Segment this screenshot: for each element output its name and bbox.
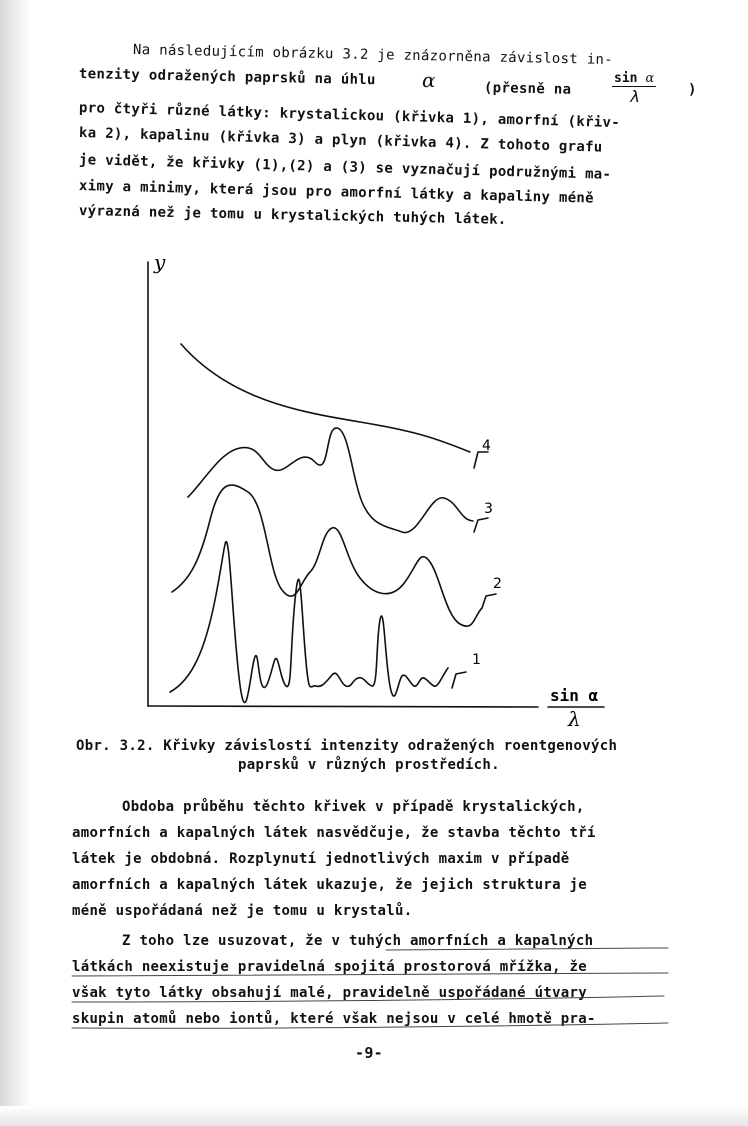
alpha-symbol: α — [422, 68, 436, 92]
p1-line-1: Na následujícím obrázku 3.2 je znázorněna závislost in- — [132, 42, 614, 69]
y-axis-label: y — [154, 250, 166, 274]
curve-label-1: 1 — [472, 652, 481, 668]
p1-line-6: ximy a minimy, která jsou pro amorfní látky a kapaliny méně — [78, 178, 595, 207]
curve-label-3: 3 — [484, 501, 493, 517]
x-axis-label-denominator: λ — [568, 707, 581, 731]
p2-line-1: Obdoba průběhu těchto křivek v případě krystalických, — [122, 799, 585, 815]
p1-line-4: ka 2), kapalinu (křivka 3) a plyn (křivka 4). Z tohoto grafu — [78, 125, 603, 156]
p1-line-5: je vidět, že křivky (1),(2) a (3) se vyznačují podružnými ma- — [78, 152, 612, 183]
p3-line-3: však tyto látky obsahují malé, pravidelně uspořádané útvary — [72, 985, 587, 1001]
p1-line-7: výrazná než je tomu u krystalických tuhých látek. — [78, 203, 507, 228]
curve-label-4: 4 — [482, 438, 491, 454]
fraction-alpha: α — [645, 71, 655, 86]
p1-line-2: tenzity odražených paprsků na úhlu — [78, 66, 376, 89]
p2-line-5: méně uspořádaná než je tomu u krystalů. — [72, 903, 413, 919]
x-axis-label-numerator: sin α — [550, 686, 599, 705]
figure-caption-line-2: paprsků v různých prostředích. — [238, 757, 500, 773]
fraction-sin: sin — [614, 71, 638, 86]
p2-line-3: látek je obdobná. Rozplynutí jednotlivých maxim v případě — [72, 851, 570, 867]
curve-label-2: 2 — [493, 576, 502, 592]
page-number: -9- — [355, 1044, 383, 1062]
p2-line-4: amorfních a kapalných látek ukazuje, že jejich struktura je — [72, 877, 587, 893]
p2-line-2: amorfních a kapalných látek nasvědčuje, že stavba těchto tří — [72, 825, 596, 841]
p3-line-2: látkách neexistuje pravidelná spojitá prostorová mřížka, že — [72, 959, 587, 975]
figure-caption-line-1: Obr. 3.2. Křivky závislostí intenzity odražených roentgenových — [76, 738, 618, 754]
p1-line-3: pro čtyři různé látky: krystalickou (křivka 1), amorfní (křiv- — [78, 100, 621, 132]
close-paren: ) — [688, 82, 697, 98]
p1-line-2b: (přesně na — [483, 80, 572, 98]
fraction-lambda: λ — [629, 87, 639, 106]
p3-line-1: Z toho lze usuzovat, že v tuhých amorfních a kapalných — [122, 933, 594, 949]
p3-line-4: skupin atomů nebo iontů, které však nejsou v celé hmotě pra- — [72, 1011, 596, 1027]
